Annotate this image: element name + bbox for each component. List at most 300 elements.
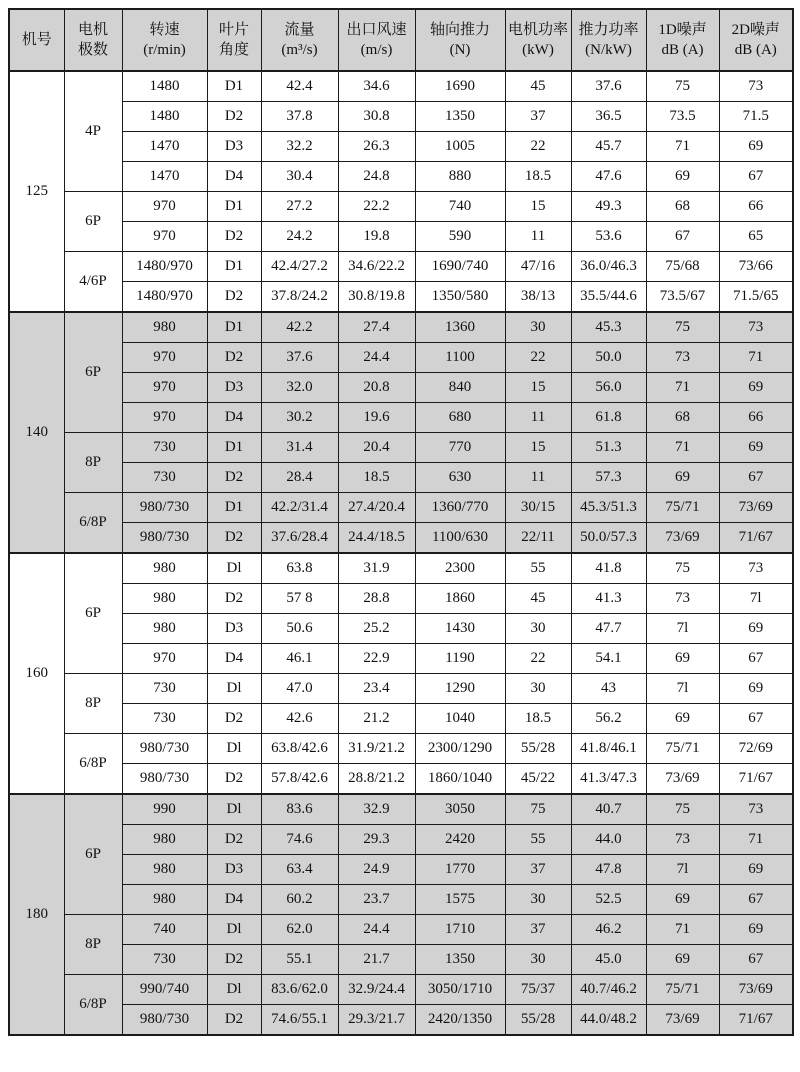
cell-outlet-velocity: 22.9 [338,644,415,674]
cell-speed: 990/740 [122,975,207,1005]
cell-motor-power: 55 [505,553,571,584]
cell-outlet-velocity: 24.4/18.5 [338,523,415,554]
cell-flow: 83.6/62.0 [261,975,338,1005]
col-header-noise-1d [646,9,719,71]
cell-speed: 970 [122,373,207,403]
table-row [9,674,793,704]
machine-number-cell: 180 [9,794,64,1035]
header-label: 电机功率 [507,21,568,38]
table-row [9,162,793,192]
cell-noise-2d: 71 [719,825,793,855]
header-label: 2D噪声 [731,21,780,38]
cell-blade-angle: D1 [207,252,261,282]
cell-noise-1d: 69 [646,704,719,734]
cell-noise-2d: 67 [719,644,793,674]
cell-motor-power: 30/15 [505,493,571,523]
cell-outlet-velocity: 34.6/22.2 [338,252,415,282]
cell-thrust-power: 57.3 [571,463,646,493]
cell-flow: 30.4 [261,162,338,192]
cell-noise-1d: 75/71 [646,493,719,523]
header-label: 推力功率 [578,21,639,38]
cell-motor-power: 75/37 [505,975,571,1005]
cell-axial-thrust: 770 [415,433,505,463]
cell-motor-power: 15 [505,373,571,403]
cell-axial-thrust: 1350/580 [415,282,505,313]
cell-motor-power: 11 [505,463,571,493]
cell-motor-power: 15 [505,192,571,222]
cell-axial-thrust: 590 [415,222,505,252]
table-row [9,312,793,343]
cell-thrust-power: 56.0 [571,373,646,403]
cell-thrust-power: 47.6 [571,162,646,192]
cell-noise-1d: 68 [646,192,719,222]
table-row [9,403,793,433]
cell-axial-thrust: 1360/770 [415,493,505,523]
cell-thrust-power: 41.3/47.3 [571,764,646,795]
cell-outlet-velocity: 22.2 [338,192,415,222]
cell-outlet-velocity: 29.3 [338,825,415,855]
cell-speed: 1470 [122,132,207,162]
cell-flow: 24.2 [261,222,338,252]
cell-blade-angle: D2 [207,463,261,493]
cell-axial-thrust: 880 [415,162,505,192]
cell-outlet-velocity: 21.7 [338,945,415,975]
cell-flow: 27.2 [261,192,338,222]
cell-speed: 1480/970 [122,282,207,313]
cell-noise-2d: 71.5 [719,102,793,132]
cell-motor-power: 30 [505,945,571,975]
cell-blade-angle: Dl [207,794,261,825]
cell-speed: 730 [122,704,207,734]
cell-axial-thrust: 740 [415,192,505,222]
cell-speed: 740 [122,915,207,945]
cell-blade-angle: D2 [207,102,261,132]
cell-axial-thrust: 3050/1710 [415,975,505,1005]
cell-speed: 980 [122,614,207,644]
cell-outlet-velocity: 24.4 [338,915,415,945]
table-row [9,102,793,132]
cell-thrust-power: 41.8 [571,553,646,584]
cell-speed: 1480 [122,71,207,102]
pole-count-cell: 8P [64,915,122,975]
cell-axial-thrust: 1040 [415,704,505,734]
cell-speed: 970 [122,403,207,433]
pole-count-cell: 4/6P [64,252,122,313]
fan-spec-table [8,8,794,1036]
table-row [9,433,793,463]
cell-motor-power: 22 [505,644,571,674]
header-unit: (N/kW) [585,42,632,58]
cell-axial-thrust: 2420 [415,825,505,855]
cell-outlet-velocity: 28.8/21.2 [338,764,415,795]
cell-outlet-velocity: 25.2 [338,614,415,644]
cell-motor-power: 45 [505,584,571,614]
cell-blade-angle: D1 [207,312,261,343]
cell-blade-angle: D2 [207,523,261,554]
cell-flow: 32.2 [261,132,338,162]
cell-axial-thrust: 1360 [415,312,505,343]
machine-number-cell: 160 [9,553,64,794]
cell-speed: 970 [122,343,207,373]
cell-axial-thrust: 1100 [415,343,505,373]
cell-motor-power: 55/28 [505,1005,571,1036]
cell-noise-2d: 73/66 [719,252,793,282]
cell-noise-1d: 73/69 [646,523,719,554]
cell-flow: 62.0 [261,915,338,945]
cell-noise-2d: 71/67 [719,523,793,554]
cell-motor-power: 30 [505,885,571,915]
cell-blade-angle: Dl [207,915,261,945]
cell-noise-1d: 69 [646,463,719,493]
cell-thrust-power: 47.7 [571,614,646,644]
cell-thrust-power: 61.8 [571,403,646,433]
cell-noise-1d: 73 [646,825,719,855]
cell-speed: 1480 [122,102,207,132]
cell-noise-1d: 7l [646,674,719,704]
cell-axial-thrust: 2300 [415,553,505,584]
cell-noise-1d: 69 [646,644,719,674]
cell-axial-thrust: 680 [415,403,505,433]
cell-axial-thrust: 3050 [415,794,505,825]
cell-axial-thrust: 1860 [415,584,505,614]
header-unit: 极数 [77,42,108,58]
cell-axial-thrust: 1005 [415,132,505,162]
cell-noise-2d: 66 [719,192,793,222]
cell-outlet-velocity: 24.9 [338,855,415,885]
table-row [9,1005,793,1036]
cell-noise-1d: 71 [646,132,719,162]
cell-flow: 30.2 [261,403,338,433]
cell-motor-power: 22 [505,343,571,373]
cell-blade-angle: D3 [207,132,261,162]
table-row [9,252,793,282]
col-header-noise-2d [719,9,793,71]
cell-motor-power: 37 [505,855,571,885]
cell-axial-thrust: 2420/1350 [415,1005,505,1036]
table-row [9,282,793,313]
cell-flow: 63.8 [261,553,338,584]
cell-blade-angle: D4 [207,403,261,433]
cell-blade-angle: Dl [207,734,261,764]
cell-speed: 1470 [122,162,207,192]
cell-flow: 37.6/28.4 [261,523,338,554]
cell-speed: 1480/970 [122,252,207,282]
header-unit: (m³/s) [281,42,318,58]
pole-count-cell: 6/8P [64,493,122,554]
cell-noise-2d: 65 [719,222,793,252]
cell-speed: 970 [122,192,207,222]
cell-axial-thrust: 1690 [415,71,505,102]
table-row [9,222,793,252]
cell-speed: 990 [122,794,207,825]
cell-noise-2d: 71/67 [719,764,793,795]
cell-outlet-velocity: 32.9 [338,794,415,825]
header-label: 机号 [21,31,52,48]
table-row [9,975,793,1005]
cell-motor-power: 37 [505,915,571,945]
cell-motor-power: 55 [505,825,571,855]
cell-thrust-power: 56.2 [571,704,646,734]
cell-thrust-power: 35.5/44.6 [571,282,646,313]
cell-blade-angle: D1 [207,433,261,463]
cell-blade-angle: D3 [207,614,261,644]
table-row [9,553,793,584]
cell-speed: 980/730 [122,523,207,554]
pole-count-cell: 6P [64,312,122,433]
cell-outlet-velocity: 23.7 [338,885,415,915]
cell-noise-1d: 7l [646,614,719,644]
cell-noise-1d: 73 [646,343,719,373]
cell-thrust-power: 40.7/46.2 [571,975,646,1005]
table-row [9,71,793,102]
cell-thrust-power: 43 [571,674,646,704]
cell-axial-thrust: 630 [415,463,505,493]
cell-blade-angle: Dl [207,975,261,1005]
cell-outlet-velocity: 29.3/21.7 [338,1005,415,1036]
pole-count-cell: 6/8P [64,734,122,795]
cell-flow: 83.6 [261,794,338,825]
cell-flow: 42.2 [261,312,338,343]
cell-noise-2d: 72/69 [719,734,793,764]
cell-thrust-power: 44.0 [571,825,646,855]
cell-noise-1d: 73/69 [646,1005,719,1036]
col-header-flow [261,9,338,71]
machine-number-cell: 125 [9,71,64,312]
table-row [9,704,793,734]
cell-outlet-velocity: 21.2 [338,704,415,734]
cell-outlet-velocity: 20.4 [338,433,415,463]
cell-motor-power: 45/22 [505,764,571,795]
cell-noise-1d: 73/69 [646,764,719,795]
cell-blade-angle: D2 [207,764,261,795]
cell-speed: 980 [122,855,207,885]
cell-blade-angle: D4 [207,644,261,674]
cell-noise-2d: 73 [719,71,793,102]
cell-blade-angle: D2 [207,584,261,614]
cell-outlet-velocity: 27.4/20.4 [338,493,415,523]
cell-speed: 980 [122,584,207,614]
cell-motor-power: 22 [505,132,571,162]
cell-outlet-velocity: 19.6 [338,403,415,433]
cell-noise-2d: 73/69 [719,975,793,1005]
cell-flow: 57.8/42.6 [261,764,338,795]
cell-axial-thrust: 840 [415,373,505,403]
cell-noise-1d: 75/68 [646,252,719,282]
cell-noise-2d: 67 [719,162,793,192]
cell-speed: 980 [122,885,207,915]
cell-flow: 42.6 [261,704,338,734]
cell-axial-thrust: 1290 [415,674,505,704]
cell-flow: 37.8/24.2 [261,282,338,313]
cell-outlet-velocity: 31.9/21.2 [338,734,415,764]
cell-noise-2d: 73 [719,312,793,343]
cell-thrust-power: 53.6 [571,222,646,252]
table-row [9,132,793,162]
machine-number-cell: 140 [9,312,64,553]
table-row [9,855,793,885]
table-row [9,734,793,764]
cell-outlet-velocity: 20.8 [338,373,415,403]
header-unit: (r/min) [143,42,186,58]
cell-blade-angle: D3 [207,373,261,403]
cell-noise-1d: 73.5 [646,102,719,132]
cell-motor-power: 18.5 [505,162,571,192]
table-row [9,493,793,523]
cell-speed: 980 [122,312,207,343]
table-row [9,764,793,795]
cell-blade-angle: D4 [207,885,261,915]
cell-noise-1d: 75 [646,553,719,584]
cell-motor-power: 22/11 [505,523,571,554]
cell-thrust-power: 50.0/57.3 [571,523,646,554]
table-row [9,794,793,825]
cell-thrust-power: 51.3 [571,433,646,463]
cell-noise-2d: 73/69 [719,493,793,523]
table-row [9,945,793,975]
cell-thrust-power: 45.3/51.3 [571,493,646,523]
cell-axial-thrust: 1710 [415,915,505,945]
cell-axial-thrust: 1430 [415,614,505,644]
cell-blade-angle: D2 [207,704,261,734]
cell-speed: 730 [122,433,207,463]
cell-noise-2d: 67 [719,463,793,493]
cell-thrust-power: 41.8/46.1 [571,734,646,764]
cell-noise-2d: 71/67 [719,1005,793,1036]
col-header-speed [122,9,207,71]
table-row [9,192,793,222]
cell-thrust-power: 45.7 [571,132,646,162]
pole-count-cell: 4P [64,71,122,192]
cell-speed: 980 [122,553,207,584]
cell-noise-1d: 71 [646,373,719,403]
cell-motor-power: 30 [505,312,571,343]
cell-outlet-velocity: 30.8 [338,102,415,132]
table-row [9,523,793,554]
cell-axial-thrust: 2300/1290 [415,734,505,764]
cell-axial-thrust: 1575 [415,885,505,915]
cell-motor-power: 11 [505,222,571,252]
cell-motor-power: 18.5 [505,704,571,734]
cell-noise-1d: 73.5/67 [646,282,719,313]
cell-thrust-power: 40.7 [571,794,646,825]
table-row [9,463,793,493]
cell-flow: 32.0 [261,373,338,403]
table-row [9,343,793,373]
cell-speed: 970 [122,644,207,674]
cell-noise-1d: 7l [646,855,719,885]
cell-speed: 730 [122,463,207,493]
table-row [9,825,793,855]
cell-noise-1d: 69 [646,885,719,915]
cell-noise-2d: 69 [719,855,793,885]
cell-thrust-power: 54.1 [571,644,646,674]
cell-speed: 730 [122,945,207,975]
col-header-blade-angle [207,9,261,71]
cell-noise-2d: 67 [719,885,793,915]
cell-flow: 37.8 [261,102,338,132]
header-label: 1D噪声 [658,21,707,38]
col-header-axial-thrust [415,9,505,71]
col-header-thrust-power [571,9,646,71]
cell-thrust-power: 49.3 [571,192,646,222]
cell-blade-angle: D2 [207,945,261,975]
cell-motor-power: 47/16 [505,252,571,282]
col-header-motor-power [505,9,571,71]
cell-flow: 42.2/31.4 [261,493,338,523]
cell-flow: 46.1 [261,644,338,674]
cell-noise-2d: 69 [719,373,793,403]
cell-thrust-power: 37.6 [571,71,646,102]
cell-noise-1d: 71 [646,433,719,463]
cell-thrust-power: 44.0/48.2 [571,1005,646,1036]
cell-motor-power: 30 [505,614,571,644]
cell-noise-1d: 71 [646,915,719,945]
header-unit: (N) [449,42,471,58]
cell-noise-1d: 73 [646,584,719,614]
cell-thrust-power: 50.0 [571,343,646,373]
cell-noise-2d: 7l [719,584,793,614]
cell-thrust-power: 52.5 [571,885,646,915]
cell-thrust-power: 45.0 [571,945,646,975]
cell-outlet-velocity: 28.8 [338,584,415,614]
header-label: 轴向推力 [429,21,490,38]
cell-flow: 74.6/55.1 [261,1005,338,1036]
cell-motor-power: 38/13 [505,282,571,313]
header-label: 流量 [284,21,315,38]
cell-noise-1d: 68 [646,403,719,433]
cell-noise-2d: 67 [719,945,793,975]
pole-count-cell: 8P [64,674,122,734]
header-row [9,9,793,71]
cell-outlet-velocity: 24.8 [338,162,415,192]
cell-noise-1d: 75/71 [646,734,719,764]
cell-noise-2d: 71.5/65 [719,282,793,313]
cell-blade-angle: D2 [207,222,261,252]
cell-blade-angle: Dl [207,553,261,584]
cell-thrust-power: 45.3 [571,312,646,343]
header-unit: (kW) [522,42,554,58]
cell-motor-power: 75 [505,794,571,825]
cell-flow: 47.0 [261,674,338,704]
cell-flow: 37.6 [261,343,338,373]
cell-motor-power: 45 [505,71,571,102]
cell-flow: 50.6 [261,614,338,644]
cell-flow: 63.8/42.6 [261,734,338,764]
table-row [9,584,793,614]
cell-noise-1d: 67 [646,222,719,252]
cell-motor-power: 55/28 [505,734,571,764]
cell-speed: 980/730 [122,764,207,795]
cell-noise-1d: 75/71 [646,975,719,1005]
cell-axial-thrust: 1190 [415,644,505,674]
cell-noise-1d: 69 [646,162,719,192]
cell-outlet-velocity: 24.4 [338,343,415,373]
cell-noise-2d: 67 [719,704,793,734]
col-header-machine [9,9,64,71]
cell-noise-1d: 69 [646,945,719,975]
table-header [9,9,793,71]
pole-count-cell: 6P [64,192,122,252]
cell-blade-angle: D4 [207,162,261,192]
cell-axial-thrust: 1350 [415,945,505,975]
cell-flow: 63.4 [261,855,338,885]
header-unit: dB (A) [734,42,777,58]
cell-motor-power: 37 [505,102,571,132]
pole-count-cell: 6P [64,553,122,674]
header-label: 电机 [77,21,108,38]
cell-blade-angle: D2 [207,282,261,313]
cell-blade-angle: D1 [207,493,261,523]
